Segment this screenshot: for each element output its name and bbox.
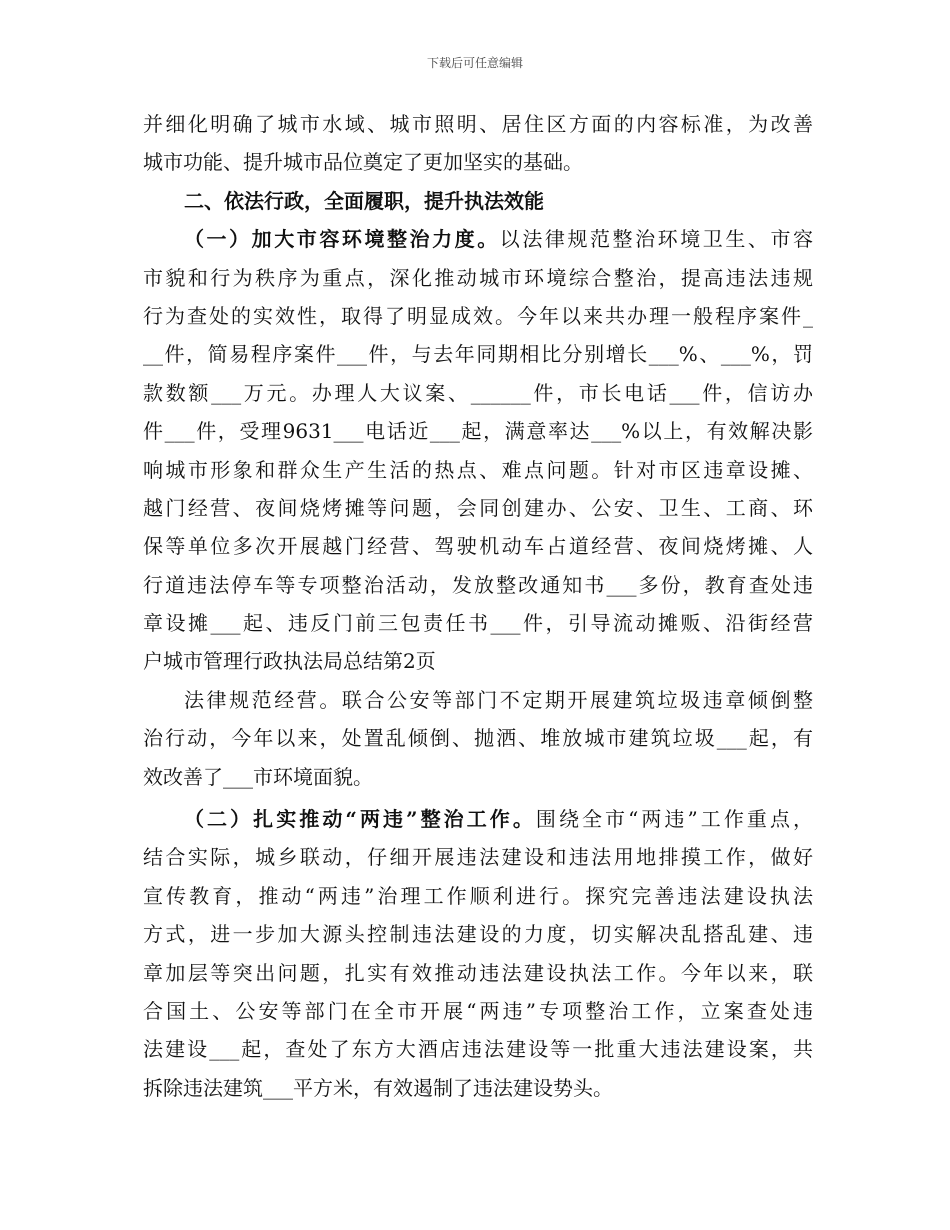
- subsection-heading: （二）扎实推动“两违”整治工作。: [184, 807, 536, 832]
- paragraph-line: 城市功能、提升城市品位奠定了更加坚实的基础。: [143, 150, 583, 175]
- paragraph-line: 款数额___万元。办理人大议案、______件，市长电话___件，信访办: [143, 380, 813, 405]
- section-heading: 二、依法行政，全面履职，提升执法效能: [184, 188, 544, 213]
- subsection-heading: （一）加大市容环境整治力度。: [184, 227, 500, 252]
- page-header: 下载后可任意编辑: [426, 56, 523, 70]
- paragraph-text: 围绕全市“两违”工作重点，: [535, 807, 813, 832]
- paragraph-line: 市貌和行为秩序为重点，深化推动城市环境综合整治，提高违法违规: [143, 265, 813, 290]
- paragraph-line: [143, 800, 813, 838]
- paragraph-line: [143, 220, 813, 258]
- paragraph-line: 法律规范经营。联合公安等部门不定期开展建筑垃圾违章倾倒整: [184, 687, 813, 712]
- paragraph-line: 并细化明确了城市水域、城市照明、居住区方面的内容标准，为改善: [143, 112, 813, 136]
- paragraph-line: 宣传教育，推动“两违”治理工作顺利进行。探究完善违法建设执法: [143, 883, 813, 908]
- paragraph-line: 合国土、公安等部门在全市开展“两违”专项整治工作，立案查处违: [143, 998, 813, 1023]
- paragraph-line: 响城市形象和群众生产生活的热点、难点问题。针对市区违章设摊、: [143, 457, 813, 482]
- paragraph-line: 户城市管理行政执法局总结第2页: [143, 649, 436, 674]
- paragraph-line: 拆除违法建筑___平方米，有效遏制了违法建设势头。: [143, 1075, 613, 1100]
- paragraph-line: 治行动，今年以来，处置乱倾倒、抛洒、堆放城市建筑垃圾___起，有: [143, 726, 813, 751]
- paragraph-line: 越门经营、夜间烧烤摊等问题，会同创建办、公安、卫生、工商、环: [143, 495, 813, 520]
- paragraph-line: 效改善了___市环境面貌。: [143, 764, 373, 789]
- paragraph-line: 法建设___起，查处了东方大酒店违法建设等一批重大违法建设案，共: [143, 1037, 813, 1062]
- paragraph-line: 方式，进一步加大源头控制违法建设的力度，切实解决乱搭乱建、违: [143, 922, 813, 947]
- paragraph-line: 结合实际，城乡联动，仔细开展违法建设和违法用地排摸工作，做好: [143, 845, 813, 870]
- paragraph-line: 章加层等突出问题，扎实有效推动违法建设执法工作。今年以来，联: [143, 960, 813, 985]
- paragraph-line: 行为查处的实效性，取得了明显成效。今年以来共办理一般程序案件_: [143, 303, 813, 328]
- paragraph-line: 行道违法停车等专项整治活动，发放整改通知书___多份，教育查处违: [143, 572, 813, 597]
- paragraph-text: 以法律规范整治环境卫生、市容: [499, 227, 814, 252]
- paragraph-line: 件___件，受理9631___电话近___起，满意率达___%以上，有效解决影: [143, 419, 813, 444]
- paragraph-line: 章设摊___起、违反门前三包责任书___件，引导流动摊贩、沿街经营: [143, 611, 813, 636]
- document-body: [143, 105, 813, 1107]
- paragraph-line: __件，简易程序案件___件，与去年同期相比分别增长___%、___%，罚: [143, 342, 813, 367]
- paragraph-line: 保等单位多次开展越门经营、驾驶机动车占道经营、夜间烧烤摊、人: [143, 534, 813, 559]
